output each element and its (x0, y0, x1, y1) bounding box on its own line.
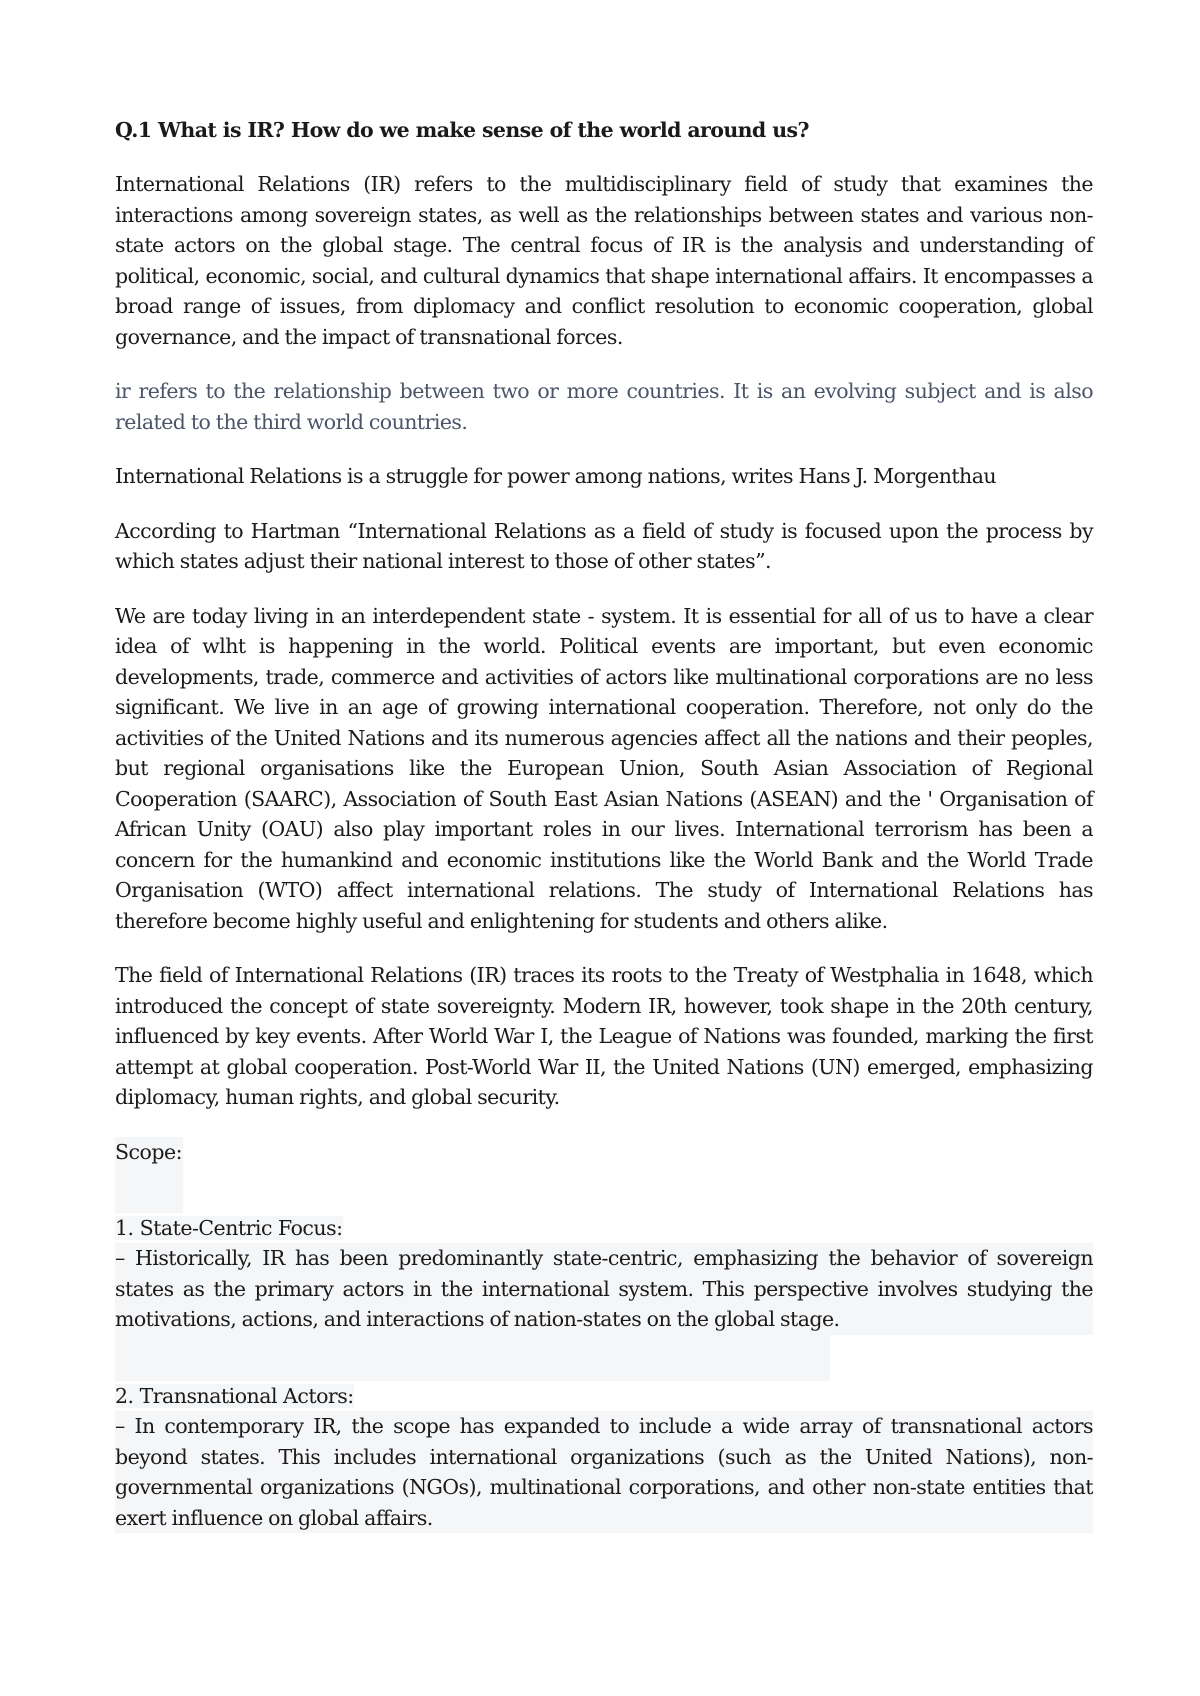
paragraph-interdependent: We are today living in an interdependent state - system. It is essential for all of us to have a clear idea of wlht is happening in the world. Political events are important, but even economic developments, trade, commerce and activities of actors like multinational corporations are no less significant. We live in an age of growing international cooperation. Therefore, not only do the activities of the United Nations and its numerous agencies affect all the nations and their peoples, but regional organisations like the European Union, South Asian Association of Regional Cooperation (SAARC), Association of South East Asian Nations (ASEAN) and the ' Organisation of African Unity (OAU) also play important roles in our lives. International terrorism has been a concern for the humankind and economic institutions like the World Bank and the World Trade Organisation (WTO) affect international relations. The study of International Relations has therefore become highly useful and enlightening for students and others alike. (115, 603, 1093, 933)
paragraph-morgenthau: International Relations is a struggle for power among nations, writes Hans J. Morgenthau (115, 464, 997, 488)
document-page (115, 115, 1093, 1533)
scope-item-title (115, 1381, 1093, 1412)
scope-item-title (115, 1213, 1093, 1244)
scope-label: Scope: (115, 1137, 183, 1213)
paragraph-history: The field of International Relations (IR) traces its roots to the Treaty of Westphalia in 1648, which introduced the concept of state sovereignty. Modern IR, however, took shape in the 20th century, influenced by key events. After World War I, the League of Nations was founded, marking the first attempt at global cooperation. Post-World War II, the United Nations (UN) emerged, emphasizing diplomacy, human rights, and global security. (115, 963, 1093, 1109)
paragraph-ir-definition: International Relations (IR) refers to the multidisciplinary field of study that examines the interactions among sovereign states, as well as the relationships between states and various non-state actors on the global stage. The central focus of IR is the analysis and understanding of political, economic, social, and cultural dynamics that shape international affairs. It encompasses a broad range of issues, from diplomacy and conflict resolution to economic cooperation, global governance, and the impact of transnational forces. (115, 172, 1093, 349)
scope-item-body: – In contemporary IR, the scope has expanded to include a wide array of transnational actors beyond states. This includes international organizations (such as the United Nations), non-governmental organizations (NGOs), multinational corporations, and other non-state entities that exert influence on global affairs. (115, 1411, 1093, 1533)
paragraph-ir-short-definition: ir refers to the relationship between two or more countries. It is an evolving subject and is also related to the third world countries. (115, 379, 1093, 434)
scope-item-title-text: 2. Transnational Actors: (115, 1383, 354, 1408)
scope-item-title-text: 1. State-Centric Focus: (115, 1215, 343, 1240)
paragraph-hartman: According to Hartman “International Relations as a field of study is focused upon the process by which states adjust their national interest to those of other states”. (115, 518, 1093, 573)
highlight-gap (115, 1335, 830, 1381)
scope-section (115, 1137, 1093, 1534)
scope-item-body: – Historically, IR has been predominantly state-centric, emphasizing the behavior of sovereign states as the primary actors in the international system. This perspective involves studying the motivations, actions, and interactions of nation-states on the global stage. (115, 1243, 1093, 1335)
question-heading: Q.1 What is IR? How do we make sense of the world around us? (115, 118, 809, 142)
